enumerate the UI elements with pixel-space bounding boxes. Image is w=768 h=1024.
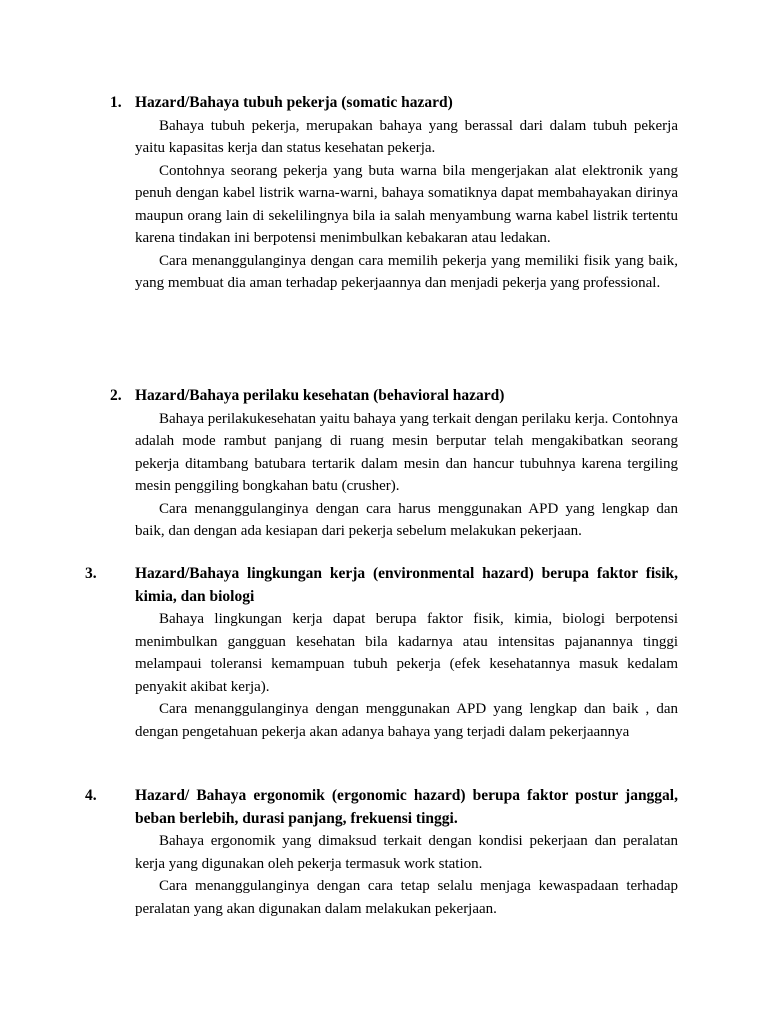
paragraph: Contohnya seorang pekerja yang buta warna bila mengerjakan alat elektronik yang penuh dengan kabel listrik warna-warni, bahaya somatiknya dapat membahayakan dirinya maupun orang lain di sekelilingnya bila ia salah menyambung warna kabel listrik tertentu karena tindakan ini berpotensi menimbulkan kebakaran atau ledakan. [135, 162, 678, 246]
paragraph: Cara menanggulanginya dengan cara tetap selalu menjaga kewaspadaan terhadap peralatan yang akan digunakan dalam melakukan pekerjaan. [135, 878, 678, 917]
paragraph: Cara menanggulanginya dengan cara harus menggunakan APD yang lengkap dan baik, dan dengan ada kesiapan dari pekerja sebelum melakukan pekerjaan. [135, 500, 678, 539]
section-heading [85, 563, 678, 608]
section-body [110, 830, 678, 920]
section-2 [110, 385, 678, 543]
section-title: Hazard/Bahaya tubuh pekerja (somatic hazard) [135, 94, 453, 111]
section-body [110, 608, 678, 743]
section-number: 1. [110, 94, 122, 111]
section-number: 4. [85, 787, 97, 804]
section-1 [110, 92, 678, 295]
paragraph: Bahaya ergonomik yang dimaksud terkait dengan kondisi pekerjaan dan peralatan kerja yang digunakan oleh pekerja termasuk work station. [135, 833, 678, 872]
section-number: 2. [110, 387, 122, 404]
section-3 [85, 563, 678, 743]
paragraph: Cara menanggulanginya dengan cara memilih pekerja yang memiliki fisik yang baik, yang membuat dia aman terhadap pekerjaannya dan menjadi pekerja yang professional. [135, 252, 678, 291]
section-4 [85, 785, 678, 920]
section-body [110, 115, 678, 295]
paragraph: Bahaya perilakukesehatan yaitu bahaya yang terkait dengan perilaku kerja. Contohnya adalah mode rambut panjang di ruang mesin berputar telah mengakibatkan seorang pekerja ditambang batubara tertarik dalam mesin dan hancur tubuhnya karena tergiling mesin penggiling bongkahan batu (crusher). [135, 410, 678, 494]
paragraph: Bahaya lingkungan kerja dapat berupa faktor fisik, kimia, biologi berpotensi menimbulkan gangguan kesehatan bila kadarnya atau intensitas pajanannya tinggi melampaui toleransi kemampuan tubuh pekerja (efek kesehatannya masuk kedalam penyakit akibat kerja). [135, 611, 678, 695]
section-heading [85, 785, 678, 830]
section-heading [110, 385, 678, 408]
section-number: 3. [85, 565, 97, 582]
paragraph: Bahaya tubuh pekerja, merupakan bahaya yang berassal dari dalam tubuh pekerja yaitu kapasitas kerja dan status kesehatan pekerja. [135, 117, 678, 156]
section-title: Hazard/Bahaya perilaku kesehatan (behavioral hazard) [135, 387, 505, 404]
section-body [110, 408, 678, 543]
section-heading [110, 92, 678, 115]
section-title: Hazard/ Bahaya ergonomik (ergonomic hazard) berupa faktor postur janggal, beban berlebih, durasi panjang, frekuensi tinggi. [135, 787, 678, 827]
paragraph: Cara menanggulanginya dengan menggunakan APD yang lengkap dan baik , dan dengan pengetahuan pekerja akan adanya bahaya yang terjadi dalam pekerjaannya [135, 701, 678, 740]
section-title: Hazard/Bahaya lingkungan kerja (environmental hazard) berupa faktor fisik, kimia, dan biologi [135, 565, 678, 605]
